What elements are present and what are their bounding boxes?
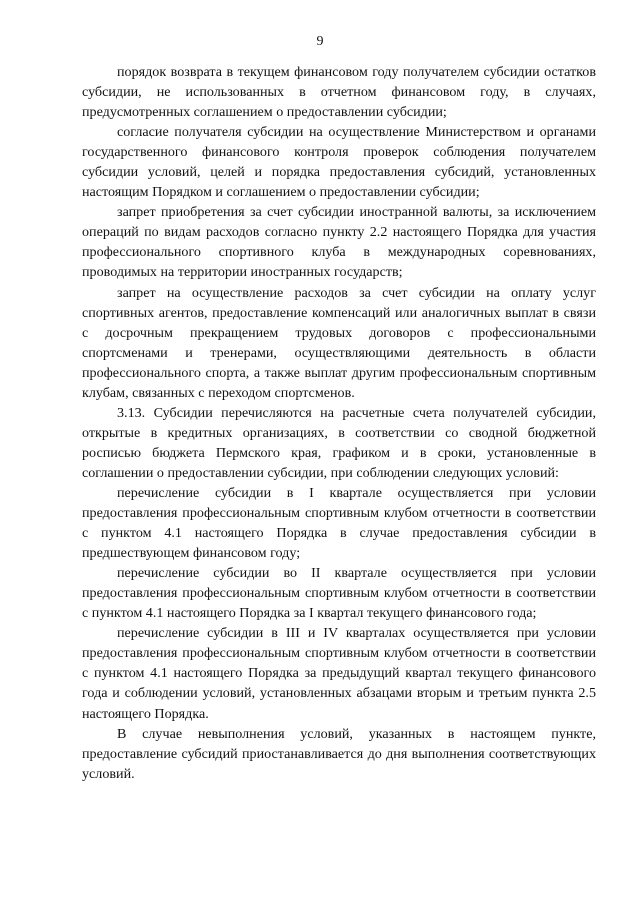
paragraph-refund-procedure: порядок возврата в текущем финансовом году получателем субсидии остатков субсидии, не использованных в отчетном финансовом году, в случаях, предусмотренных соглашением о предоставлении субсидии; bbox=[82, 64, 596, 121]
paragraph-q3-q4-transfer: перечисление субсидии в III и IV кварталах осуществляется при условии предоставления профессиональным спортивным клубом отчетности в соответствии с пунктом 4.1 настоящего Порядка за предыдущий квартал текущего финансового года и соблюдении условий, установленных абзацами вторым и третьим пункта 2.5 настоящего Порядка. bbox=[82, 625, 596, 722]
page-number: 9 bbox=[316, 34, 324, 49]
paragraph-transfer-rules: 3.13. Субсидии перечисляются на расчетные счета получателей субсидии, открытые в кредитных организациях, в соответствии со сводной бюджетной росписью бюджета Пермского края, графиком и в сроки, установленные в соглашении о предоставлении субсидии, при соблюдении следующих условий: bbox=[82, 404, 596, 481]
paragraph-q2-transfer: перечисление субсидии во II квартале осуществляется при условии предоставления профессиональным спортивным клубом отчетности в соответствии с пунктом 4.1 настоящего Порядка за I квартал текущего финансового года; bbox=[82, 565, 596, 622]
paragraph-q1-transfer: перечисление субсидии в I квартале осуществляется при условии предоставления профессиональным спортивным клубом отчетности в соответствии с пунктом 4.1 настоящего Порядка в случае предоставления субсидии в предшествующем финансовом году; bbox=[82, 484, 596, 562]
paragraph-suspension: В случае невыполнения условий, указанных в настоящем пункте, предоставление субсидий приостанавливается до дня выполнения соответствующих условий. bbox=[82, 725, 596, 782]
paragraph-foreign-currency-ban: запрет приобретения за счет субсидии иностранной валюты, за исключением операций по видам расходов согласно пункту 2.2 настоящего Порядка для участия профессионального спортивного клуба в международных соревнованиях, проводимых на территории иностранных государств; bbox=[82, 204, 596, 281]
paragraph-inspection-consent: согласие получателя субсидии на осуществление Министерством и органами государственного финансового контроля проверок соблюдения получателем субсидии условий, целей и порядка предоставления субсидий, установленных настоящим Порядком и соглашением о предоставлении субсидии; bbox=[82, 124, 596, 201]
document-body bbox=[82, 62, 596, 784]
paragraph-expense-ban: запрет на осуществление расходов за счет субсидии на оплату услуг спортивных агентов, предоставление компенсаций или аналогичных выплат в связи с досрочным прекращением трудовых договоров с профессиональными спортсменами и тренерами, осуществляющими деятельность в области профессионального спорта, а также выплат другим профессиональным спортивным клубам, связанных с переходом спортсменов. bbox=[82, 284, 596, 401]
